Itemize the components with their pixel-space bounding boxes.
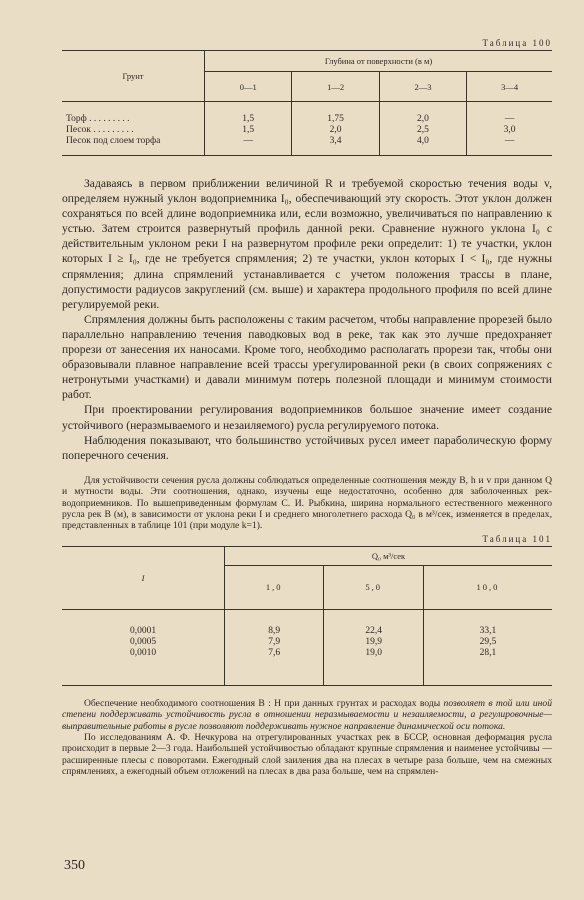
table-100-cell: 3,0 bbox=[503, 125, 516, 135]
table-row bbox=[62, 648, 552, 686]
table-100-cell: 2,0 bbox=[379, 102, 466, 126]
table-row bbox=[62, 125, 552, 136]
table-101-col-header: 5,0 bbox=[324, 566, 423, 610]
table-101-cell: 8,9 bbox=[225, 609, 324, 637]
table-101-cell: 19,9 bbox=[324, 637, 423, 648]
table-100-cell: 4,0 bbox=[379, 136, 466, 156]
table-100-cell: 2,5 bbox=[379, 125, 466, 136]
table-101-cell: 28,1 bbox=[479, 647, 497, 658]
table-101-cell: 29,5 bbox=[479, 636, 497, 647]
table-100-cell: 1,75 bbox=[292, 102, 379, 126]
table-101 bbox=[62, 546, 552, 686]
table-101-col-header: 1,0 bbox=[225, 566, 324, 610]
table-101-caption: Таблица 101 bbox=[482, 533, 552, 544]
table-100 bbox=[62, 50, 552, 156]
table-101-row-label: 0,0005 bbox=[62, 637, 225, 648]
table-100-cell: 3,4 bbox=[292, 136, 379, 156]
table-100-row-label: Торф . . . . . . . . . bbox=[62, 102, 205, 126]
small-paragraph bbox=[62, 698, 552, 732]
table-101-col-header: 10,0 bbox=[423, 566, 552, 610]
table-101-cell: 33,1 bbox=[479, 625, 497, 636]
table-100-caption: Таблица 100 bbox=[482, 38, 552, 48]
table-101-header-discharge: Q₀ м³/сек bbox=[225, 546, 553, 565]
table-100-cell: 2,0 bbox=[292, 125, 379, 136]
page-number: 350 bbox=[64, 858, 85, 873]
body-paragraph: При проектировании регулирования водоприемников большое значение имеет создание устойчивого (неразмываемого и незаиляемого) русла регулируемого потока. bbox=[62, 403, 552, 432]
body-paragraph: Задаваясь в первом приближении величиной R и требуемой скоростью течения воды v, определяем нужный уклон водоприемника I₀, обеспечивающий эту скорость. Этот уклон должен сохраняться по всей длине водоприемника или, если возможно, увеличиваться по направлению к устью. Затем строится развернутый профиль данной реки. Сравнение нужного уклона I₀ с действительным уклоном реки I на развернутом профиле реки определит: 1) те участки, уклон которых I ≥ I₀, где не требуется спрямления; 2) те участки, уклон которых I < I₀, где нужны спрямления; длина спрямлений устанавливается с учетом положения трассы в плане, допустимости радиусов закруглений (см. выше) и характера продольного профиля по всей длине регулируемой реки. bbox=[62, 177, 552, 311]
table-100-col-header: 3—4 bbox=[467, 72, 552, 102]
table-row bbox=[62, 102, 552, 126]
table-101-row-label: 0,0010 bbox=[62, 648, 225, 686]
table-101-row-label: 0,0001 bbox=[62, 609, 225, 637]
table-100-cell: — bbox=[205, 136, 292, 156]
table-100-cell: 1,5 bbox=[205, 125, 292, 136]
table-101-cell: 7,6 bbox=[225, 648, 324, 686]
table-101-cell: 19,0 bbox=[324, 648, 423, 686]
table-100-col-header: 2—3 bbox=[379, 72, 466, 102]
table-101-header-slope: I bbox=[62, 546, 225, 609]
table-101-cell: 7,9 bbox=[225, 637, 324, 648]
table-100-header-ground: Грунт bbox=[62, 51, 205, 102]
table-100-col-header: 0—1 bbox=[205, 72, 292, 102]
table-100-col-header: 1—2 bbox=[292, 72, 379, 102]
small-paragraph-italic: позволяет в той или иной степени поддерживать устойчивость русла в отношении неразмываемости и незаиляемости, а регулировочные—выправительные работы в русле позволяют поддерживать нужное направление динамической оси потока. bbox=[62, 697, 553, 732]
table-row bbox=[62, 609, 552, 637]
body-paragraph: Спрямления должны быть расположены с таким расчетом, чтобы направление прорезей было параллельно направлению течения паводковых вод в реке, так как это лучше предохраняет прорези от занесения их наносами. Кроме того, необходимо располагать прорези так, чтобы они образовывали плавное направление всей трассы урегулированной реки (в своих сопряжениях с нетронутыми участками) и давали минимум потерь полезной площади и минимум стоимости работ. bbox=[62, 312, 552, 402]
small-paragraph-plain: Обеспечение необходимого соотношения B : H при данных грунтах и расходах воды bbox=[84, 697, 441, 709]
table-100-cell: 1,5 bbox=[205, 102, 292, 126]
table-100-header-depth: Глубина от поверхности (в м) bbox=[205, 51, 553, 72]
table-100-row-label: Песок . . . . . . . . . bbox=[62, 125, 205, 136]
table-101-cell: 22,4 bbox=[324, 609, 423, 637]
table-100-cell: — bbox=[504, 136, 515, 146]
small-paragraph: Для устойчивости сечения русла должны соблюдаться определенные соотношения между B, h и v при данном Q и мутности воды. Эти соотношения, однако, изучены еще недостаточно, особенно для заболоченных рек-водоприемников. По вышеприведенным формулам С. И. Рыбкина, ширина нормального естественного меженного русла рек B (м), в зависимости от уклона реки I и среднего многолетнего расхода Q₀ в м³/сек, изменяется в пределах, представленных в таблице 101 (при модуле k=1). bbox=[62, 474, 552, 532]
table-100-row-label: Песок под слоем торфа bbox=[62, 136, 205, 156]
body-paragraph: Наблюдения показывают, что большинство устойчивых русел имеет параболическую форму поперечного сечения. bbox=[62, 433, 552, 462]
small-paragraph: По исследованиям А. Ф. Нечкурова на отрегулированных участках рек в БССР, основная деформация русла происходит в первые 2—3 года. Наибольшей устойчивостью обладают крупные спрямления и наименее устойчивы — расширенные плесы с поворотами. Ежегодный слой заиления два на плесах в четыре раза больше, чем на смежных спрямлениях, а ежегодный объем отложений на плесах в два раза больше, чем на спрямлен- bbox=[62, 732, 552, 778]
table-100-cell: — bbox=[504, 114, 515, 124]
table-row bbox=[62, 136, 552, 156]
page-content bbox=[62, 38, 552, 778]
table-row bbox=[62, 637, 552, 648]
